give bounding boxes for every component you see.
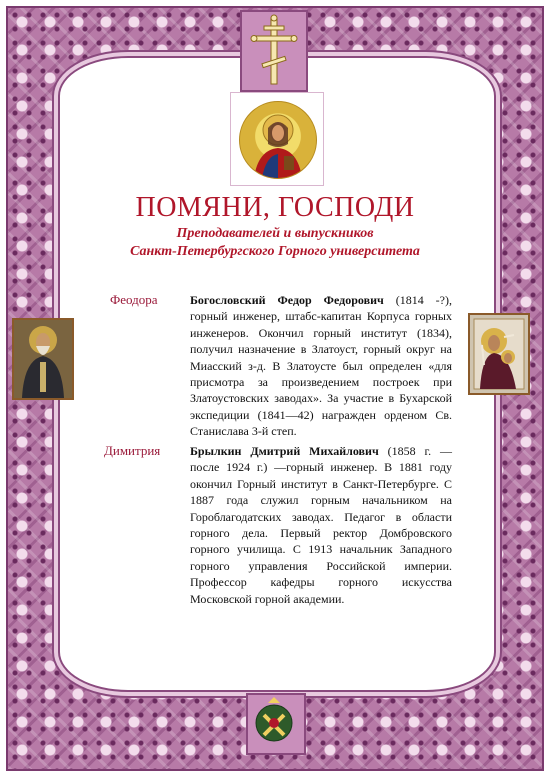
entry-body-1: (1814 -?), горный инженер, штабс-капитан Корпуса горных инженеров. Окончил горный институт (1834), получил назначение в Златоуст, горный округ на Миасский з-д. В Златоусте был определен «для присмотра за произведением построек при Златоустовских заводах». За участие в Бухарской экспедиции (1841—42) награжден орденом Св. Станислава 3-й степ. — [190, 293, 452, 439]
entry-body-2: (1858 г. — после 1924 г.) —горный инженер. В 1881 году окончил Горный институт в Санкт-Петербурге. С 1887 года служил горным начальником на Гороблагодатских заводах. Педагог в области горного дела. Первый ректор Домбровского горного училища. С 1913 начальник Западного горного управления Российской империи. Профессор кафедры горного искусства Московской горной академии. — [190, 444, 452, 606]
saint-icon — [12, 318, 74, 400]
entry-person-1: Богословский Федор Федорович — [190, 293, 384, 307]
entry-text-1 — [190, 292, 452, 440]
entry-name-2: Димитрия — [104, 443, 161, 458]
theotokos-icon — [468, 313, 530, 395]
subtitle-line-2: Санкт-Петербургского Горного университета — [130, 244, 420, 259]
page-title: ПОМЯНИ, ГОСПОДИ — [135, 192, 415, 223]
mining-emblem-icon — [246, 693, 306, 755]
christ-pantocrator-icon — [230, 92, 324, 186]
entry-name-1: Феодора — [110, 292, 158, 307]
entry-person-2: Брылкин Дмитрий Михайлович — [190, 444, 379, 458]
subtitle-line-1: Преподавателей и выпускников — [176, 226, 374, 241]
entry-text-2 — [190, 443, 452, 607]
orthodox-cross-icon — [240, 10, 308, 92]
